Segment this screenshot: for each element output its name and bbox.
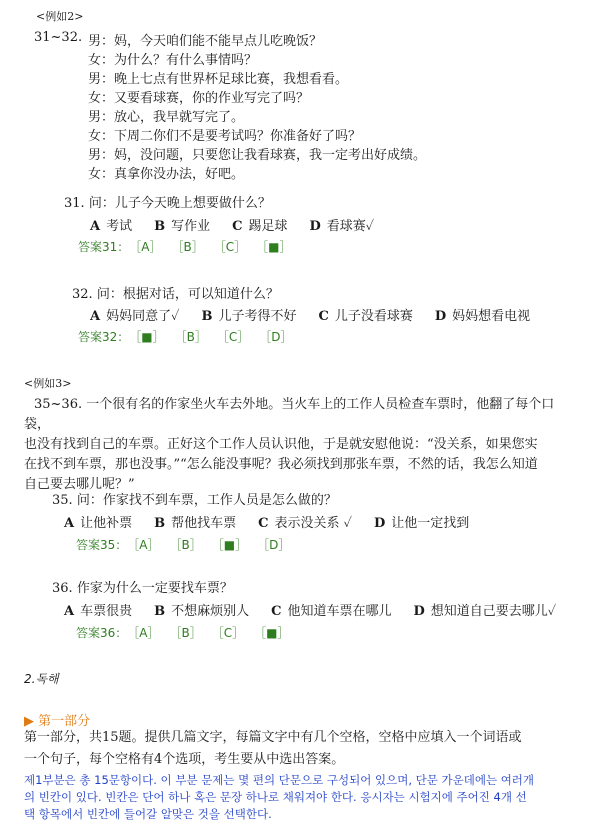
- instruction-line-2: 一个句子，每个空格有4个选项，考生要从中选出答案。: [24, 752, 345, 767]
- option-text: 他知道车票在哪儿: [287, 604, 392, 619]
- answer-box: ［C］: [217, 626, 245, 640]
- option-d: [374, 516, 469, 531]
- option-letter: D: [434, 309, 447, 324]
- answer-box-filled: ［■］: [135, 330, 165, 344]
- q36-options: [64, 600, 578, 619]
- option-letter: D: [374, 516, 386, 531]
- answer-label: 答案31：: [78, 240, 130, 254]
- answer-box: ［B］: [180, 330, 207, 344]
- option-letter: A: [90, 219, 101, 234]
- reading-instructions-chinese: [24, 727, 572, 771]
- option-text: 妈妈同意了✓: [106, 309, 180, 324]
- option-b: [154, 516, 236, 531]
- question-35: [52, 489, 337, 508]
- example-3-label: <例如3>: [24, 377, 72, 390]
- answer-box: ［B］: [177, 240, 204, 254]
- option-text: 不想麻烦别人: [171, 604, 250, 619]
- option-letter: C: [271, 604, 282, 619]
- question-31: [64, 192, 271, 211]
- q36-answer-sheet: [76, 624, 305, 641]
- option-text: 车票很贵: [80, 604, 133, 619]
- option-d: [435, 309, 530, 324]
- option-b: [154, 604, 249, 619]
- answer-box: ［A］: [133, 538, 160, 552]
- dialogue-line: 男：妈，没问题，只要您让我看球赛，我一定考出好成绩。: [88, 148, 427, 163]
- question-number: 32.: [72, 287, 93, 302]
- option-text: 踢足球: [248, 219, 288, 234]
- question-number: 31.: [64, 196, 85, 211]
- option-text: 想知道自己要去哪儿✓: [430, 604, 557, 619]
- answer-box-filled: ［■］: [217, 538, 248, 552]
- q32-answer-sheet: [78, 328, 309, 345]
- option-b: [201, 309, 296, 324]
- example-3-range: 35~36.: [34, 397, 83, 412]
- question-text: 问：儿子今天晚上想要做什么？: [88, 196, 271, 211]
- example-3-passage: [24, 395, 572, 495]
- option-text: 写作业: [171, 219, 211, 234]
- example-2-label: <例如2>: [36, 10, 84, 23]
- passage-line-4: 自己要去哪儿呢？”: [24, 477, 135, 492]
- reading-instructions-korean: [24, 772, 572, 823]
- korean-line-1: 제1부분은 총 15문항이다. 이 부분 문제는 몇 편의 단문으로 구성되어 있으며, 단문 가운데에는 여러개: [24, 773, 535, 787]
- q35-answer-sheet: [76, 536, 306, 553]
- passage-line-1: 35~36. 一个很有名的作家坐火车去外地。当火车上的工作人员检查车票时，他翻了每个口袋，: [24, 397, 555, 432]
- dialogue-line: 女：真拿你没办法，好吧。: [88, 167, 245, 182]
- answer-box: ［D］: [265, 330, 293, 344]
- part-title: 第一部分: [38, 714, 91, 729]
- answer-box: ［A］: [133, 626, 160, 640]
- question-number: 35.: [52, 493, 73, 508]
- option-text: 儿子考得不好: [218, 309, 297, 324]
- option-text: 考试: [106, 219, 133, 234]
- answer-box: ［C］: [219, 240, 247, 254]
- option-d: [414, 604, 557, 619]
- answer-box: ［A］: [135, 240, 162, 254]
- korean-line-3: 택 항목에서 빈칸에 들어갈 알맞은 것을 선택한다.: [24, 807, 272, 821]
- answer-box: ［C］: [222, 330, 250, 344]
- answer-box-filled: ［■］: [262, 240, 292, 254]
- q35-options: [64, 512, 491, 531]
- option-letter: A: [90, 309, 101, 324]
- option-letter: D: [309, 219, 321, 234]
- answer-box: ［B］: [175, 538, 202, 552]
- dialogue-line: 男：妈，今天咱们能不能早点儿吃晚饭？: [88, 34, 323, 49]
- option-letter: C: [232, 219, 243, 234]
- option-c: [319, 309, 413, 324]
- option-text: 让他补票: [80, 516, 133, 531]
- answer-label: 答案36：: [76, 626, 128, 640]
- q32-options: [90, 305, 552, 324]
- option-letter: A: [64, 516, 75, 531]
- option-text: 看球赛✓: [326, 219, 375, 234]
- dialogue-line: 男：晚上七点有世界杯足球比赛，我想看看。: [88, 72, 349, 87]
- option-letter: A: [64, 604, 75, 619]
- option-a: [90, 219, 132, 234]
- option-c: [232, 219, 287, 234]
- passage-line-2: 也没有找到自己的车票。正好这个工作人员认识他，于是就安慰他说：“没关系，如果您实: [24, 437, 538, 452]
- dialogue-line: 男：放心，我早就写完了。: [88, 110, 245, 125]
- answer-box: ［B］: [175, 626, 202, 640]
- question-text: 问：根据对话，可以知道什么？: [96, 287, 279, 302]
- section-title: 2.독해: [24, 672, 59, 686]
- example-2-range: 31~32.: [34, 30, 83, 45]
- option-letter: B: [154, 219, 166, 234]
- question-36: [52, 577, 233, 596]
- triangle-icon: ▶: [24, 714, 34, 729]
- option-a: [90, 309, 179, 324]
- dialogue-line: 女：又要看球赛，你的作业写完了吗？: [88, 91, 310, 106]
- option-b: [154, 219, 210, 234]
- option-text: 妈妈想看电视: [452, 309, 531, 324]
- answer-label: 答案35：: [76, 538, 128, 552]
- option-letter: B: [201, 309, 213, 324]
- option-text: 表示没关系 ✓: [274, 516, 353, 531]
- answer-box: ［D］: [263, 538, 291, 552]
- passage-line-3: 在找不到车票，那也没事。”“怎么能没事呢？我必须找到那张车票，不然的话，我怎么知道: [24, 457, 538, 472]
- q31-options: [90, 215, 396, 234]
- option-a: [64, 516, 132, 531]
- question-text: 作家为什么一定要找车票？: [76, 581, 233, 596]
- korean-line-2: 의 빈칸이 있다. 빈칸은 단어 하나 혹은 문장 하나로 채워져야 한다. 응시자는 시험지에 주어진 4개 선: [24, 790, 527, 804]
- option-letter: C: [258, 516, 269, 531]
- option-text: 帮他找车票: [171, 516, 237, 531]
- option-c: [258, 516, 352, 531]
- answer-box-filled: ［■］: [260, 626, 290, 640]
- option-letter: C: [318, 309, 329, 324]
- dialogue-line: 女：为什么？有什么事情吗？: [88, 53, 258, 68]
- option-d: [310, 219, 375, 234]
- dialogue-line: 女：下周二你们不是要考试吗？你准备好了吗？: [88, 129, 362, 144]
- instruction-line-1: 第一部分，共15题。提供几篇文字，每篇文字中有几个空格，空格中应填入一个词语或: [24, 730, 522, 745]
- option-letter: B: [154, 604, 166, 619]
- question-32: [72, 283, 279, 302]
- option-letter: D: [413, 604, 425, 619]
- question-text: 问：作家找不到车票，工作人员是怎么做的？: [76, 493, 337, 508]
- option-c: [271, 604, 391, 619]
- option-text: 儿子没看球赛: [334, 309, 413, 324]
- answer-label: 答案32：: [78, 330, 130, 344]
- q31-answer-sheet: [78, 238, 307, 255]
- option-letter: B: [154, 516, 166, 531]
- option-text: 让他一定找到: [391, 516, 470, 531]
- option-a: [64, 604, 132, 619]
- question-number: 36.: [52, 581, 73, 596]
